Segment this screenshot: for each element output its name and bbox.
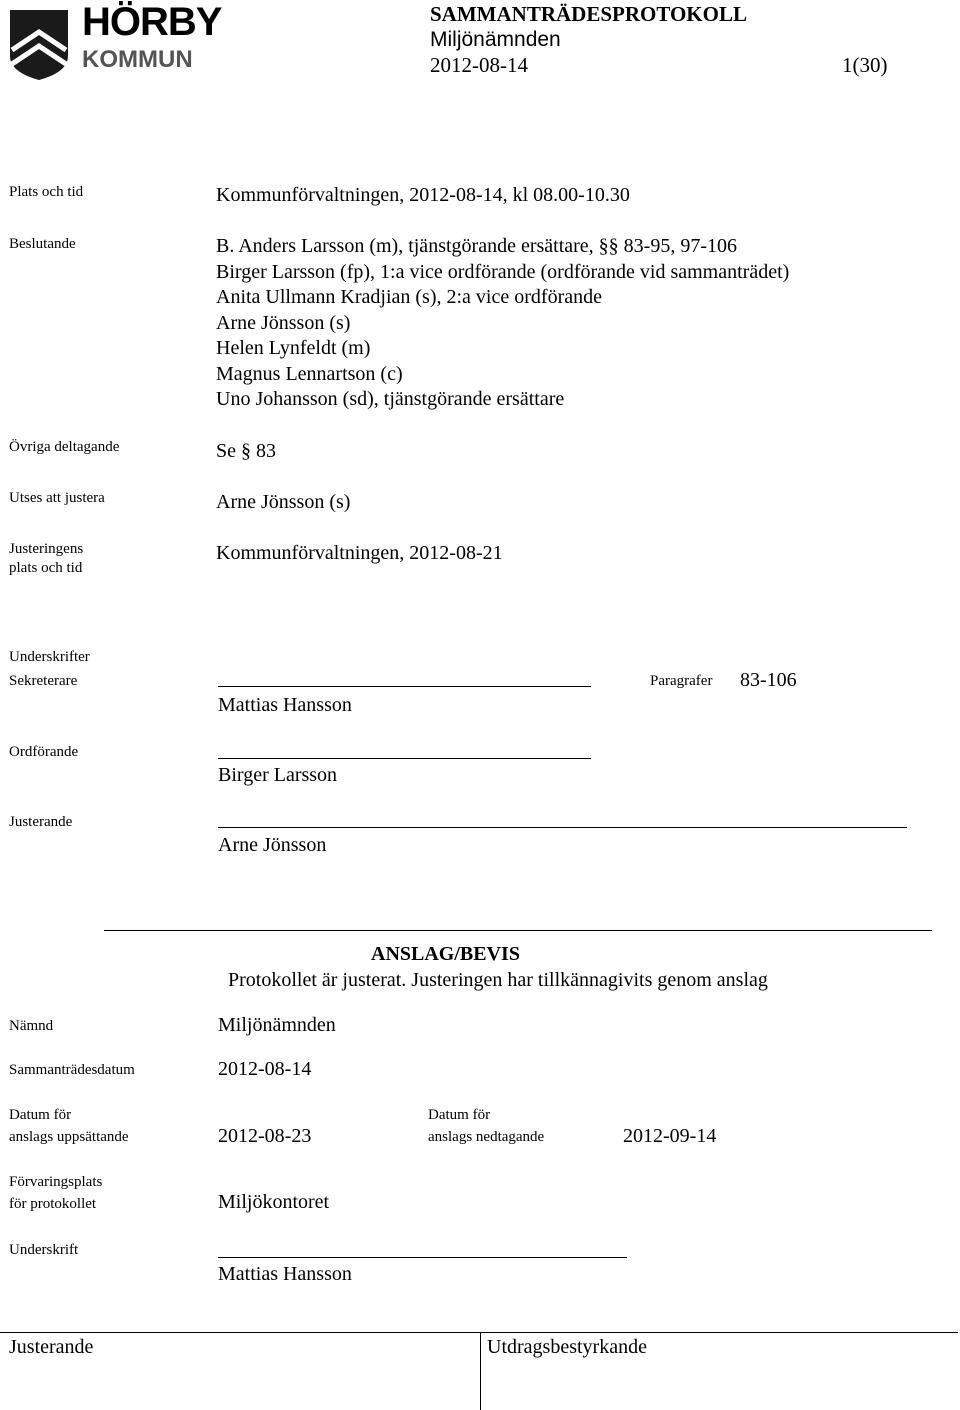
- posted-date-label-2: anslags uppsättande: [9, 1129, 129, 1145]
- place-label: Plats och tid: [9, 184, 84, 200]
- meeting-date-value: 2012-08-14: [218, 1058, 312, 1080]
- others-value: Se § 83: [216, 440, 276, 462]
- paragraphs-label: Paragrafer: [650, 673, 713, 689]
- chair-signature-line: [218, 758, 591, 759]
- footer-extract-label: Utdragsbestyrkande: [487, 1336, 647, 1358]
- paragraphs-value: 83-106: [740, 669, 797, 691]
- notice-divider: [104, 930, 932, 931]
- header-committee: Miljönämnden: [430, 28, 561, 51]
- board-label: Nämnd: [9, 1018, 54, 1034]
- notice-title: ANSLAG/BEVIS: [371, 943, 520, 965]
- deciding-member: Uno Johansson (sd), tjänstgörande ersättare: [216, 388, 565, 410]
- document-type: SAMMANTRÄDESPROTOKOLL: [430, 2, 747, 26]
- adjuster-value: Arne Jönsson (s): [216, 491, 351, 513]
- adjuster-label: Utses att justera: [9, 490, 105, 506]
- adjust-place-value: Kommunförvaltningen, 2012-08-21: [216, 542, 503, 564]
- posted-date-value: 2012-08-23: [218, 1125, 312, 1147]
- deciding-member: Anita Ullmann Kradjian (s), 2:a vice ordförande: [216, 286, 602, 308]
- signature-label: Underskrift: [9, 1242, 79, 1258]
- adjuster-sign-label: Justerande: [9, 814, 73, 830]
- adjust-place-label: Justeringens: [9, 541, 84, 557]
- others-label: Övriga deltagande: [9, 439, 120, 455]
- notice-text: Protokollet är justerat. Justeringen har tillkännagivits genom anslag: [228, 969, 768, 991]
- deciding-label: Beslutande: [9, 236, 76, 252]
- secretary-name: Mattias Hansson: [218, 694, 352, 716]
- deciding-member: Helen Lynfeldt (m): [216, 337, 371, 359]
- header-date: 2012-08-14: [430, 53, 528, 77]
- deciding-member: Magnus Lennartson (c): [216, 362, 403, 385]
- deciding-member: B. Anders Larsson (m), tjänstgörande ersättare, §§ 83-95, 97-106: [216, 235, 737, 257]
- footer-divider: [480, 1332, 481, 1410]
- posted-date-label: Datum för: [9, 1107, 72, 1123]
- removed-date-label-2: anslags nedtagande: [428, 1129, 545, 1145]
- adjust-place-label-2: plats och tid: [9, 560, 83, 576]
- adjuster-name: Arne Jönsson: [218, 834, 327, 856]
- chair-name: Birger Larsson: [218, 764, 338, 786]
- footer-adjusting-label: Justerande: [9, 1336, 94, 1358]
- storage-label: Förvaringsplats: [9, 1174, 103, 1190]
- secretary-label: Sekreterare: [9, 673, 78, 689]
- municipality-logo: [8, 0, 222, 82]
- removed-date-label: Datum för: [428, 1107, 491, 1123]
- notice-signature-line: [218, 1257, 627, 1258]
- footer-top-line: [0, 1332, 958, 1333]
- place-value: Kommunförvaltningen, 2012-08-14, kl 08.00-10.30: [216, 184, 630, 206]
- deciding-list: [216, 234, 789, 413]
- adjuster-signature-line: [218, 827, 907, 828]
- secretary-signature-line: [218, 686, 591, 687]
- page-number: 1(30): [842, 53, 888, 77]
- meeting-date-label: Sammanträdesdatum: [9, 1062, 135, 1078]
- deciding-member: Birger Larsson (fp), 1:a vice ordförande (ordförande vid sammanträdet): [216, 260, 790, 283]
- crest-icon: [8, 6, 70, 82]
- signatures-heading: Underskrifter: [9, 649, 90, 665]
- logo-text-main: HÖRBY: [82, 0, 222, 44]
- chair-label: Ordförande: [9, 744, 79, 760]
- removed-date-value: 2012-09-14: [623, 1125, 717, 1147]
- deciding-member: Arne Jönsson (s): [216, 311, 351, 334]
- board-value: Miljönämnden: [218, 1014, 336, 1036]
- logo-text-sub: KOMMUN: [82, 46, 193, 73]
- storage-label-2: för protokollet: [9, 1196, 97, 1212]
- notice-signature-name: Mattias Hansson: [218, 1263, 352, 1285]
- storage-value: Miljökontoret: [218, 1191, 330, 1213]
